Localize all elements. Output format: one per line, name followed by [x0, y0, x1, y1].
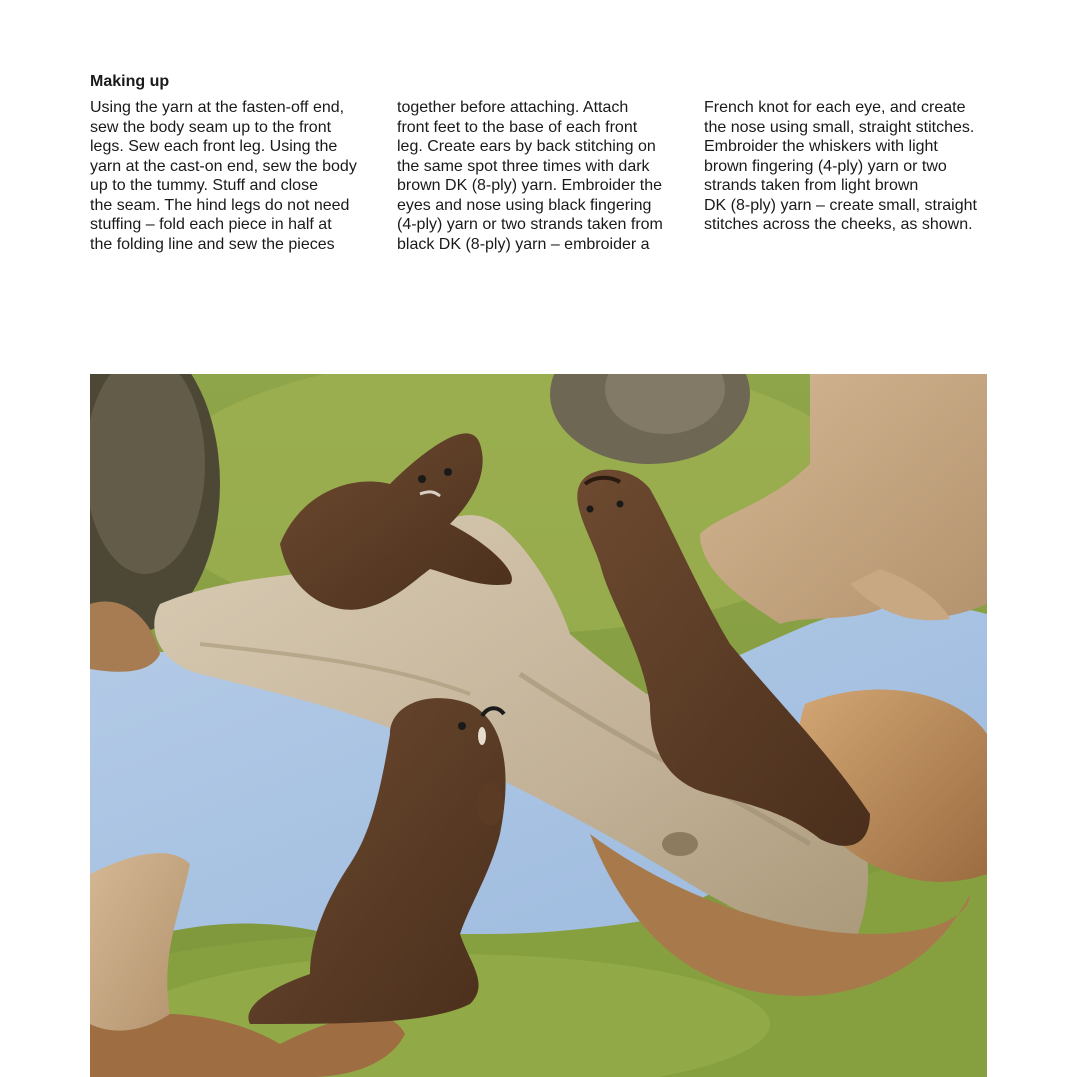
- photo-illustration: [90, 374, 987, 1077]
- text-line: brown DK (8-ply) yarn. Embroider the: [397, 177, 662, 194]
- text-line: DK (8-ply) yarn – create small, straight: [704, 196, 977, 214]
- making-up-heading: Making up: [90, 73, 170, 90]
- text-line: Using the yarn at the fasten-off end,: [90, 99, 345, 116]
- text-line: brown fingering (4-ply) yarn or two: [704, 157, 947, 175]
- text-line: the seam. The hind legs do not need: [90, 196, 350, 214]
- text-line: French knot for each eye, and create: [704, 99, 966, 116]
- text-line: sew the body seam up to the front: [90, 118, 332, 136]
- text-line: (4-ply) yarn or two strands taken from: [397, 216, 663, 233]
- knitted-otters-photo: [90, 374, 987, 1077]
- text-line: stuffing – fold each piece in half at: [90, 216, 332, 233]
- text-line: yarn at the cast-on end, sew the body: [90, 157, 357, 175]
- text-line: leg. Create ears by back stitching on: [397, 138, 656, 155]
- text-column-2: [397, 98, 687, 254]
- text-line: eyes and nose using black fingering: [397, 196, 652, 214]
- text-line: the same spot three times with dark: [397, 157, 650, 175]
- text-line: strands taken from light brown: [704, 177, 919, 194]
- text-line: up to the tummy. Stuff and close: [90, 177, 318, 194]
- text-line: Embroider the whiskers with light: [704, 138, 938, 155]
- text-line: the folding line and sew the pieces: [90, 235, 335, 253]
- text-line: together before attaching. Attach: [397, 99, 629, 116]
- text-column-1: [90, 98, 380, 254]
- text-line: legs. Sew each front leg. Using the: [90, 138, 338, 155]
- text-line: front feet to the base of each front: [397, 118, 638, 136]
- text-column-3: [704, 98, 994, 235]
- text-line: the nose using small, straight stitches.: [704, 118, 975, 136]
- text-line: stitches across the cheeks, as shown.: [704, 216, 973, 233]
- text-line: black DK (8-ply) yarn – embroider a: [397, 235, 650, 253]
